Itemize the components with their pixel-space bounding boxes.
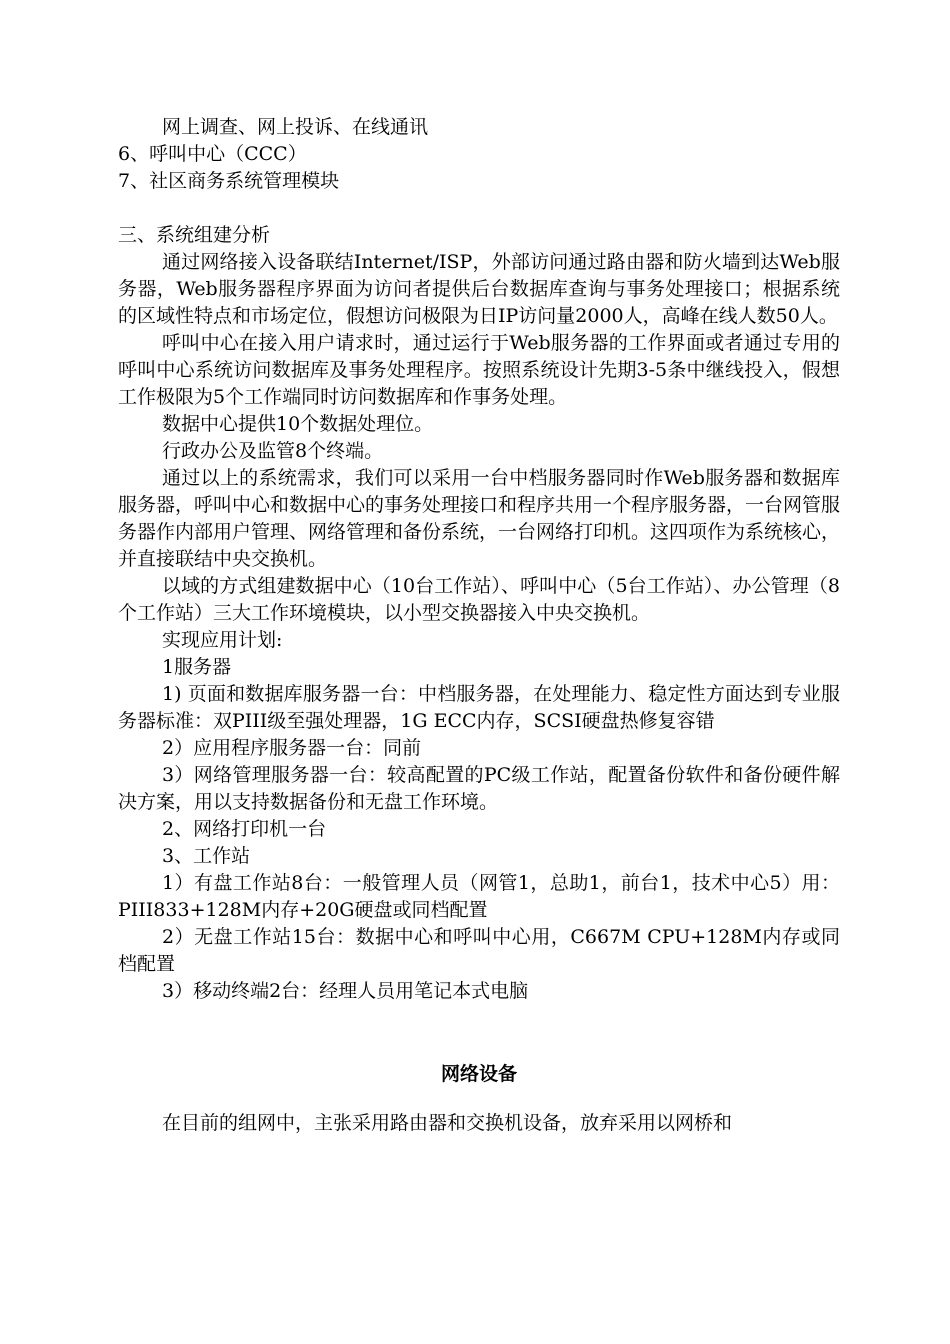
paragraph: 通过以上的系统需求，我们可以采用一台中档服务器同时作Web服务器和数据库服务器，呼叫中心和数据中心的事务处理接口和程序共用一个程序服务器，一台网管服务器作内部用户管理、网络管理和备份系统，一台网络打印机。这四项作为系统核心，并直接联结中央交换机。 [118, 467, 841, 570]
paragraph: 2）无盘工作站15台：数据中心和呼叫中心用，C667M CPU+128M内存或同档配置 [118, 926, 840, 975]
spacer [118, 1005, 840, 1061]
paragraph: 在目前的组网中，主张采用路由器和交换机设备，放弃采用以网桥和 [162, 1112, 733, 1134]
section-heading: 网络设备 [440, 1063, 517, 1085]
paragraph: 通过网络接入设备联结Internet/ISP，外部访问通过路由器和防火墙到达Web服务器，Web服务器程序界面为访问者提供后台数据库查询与事务处理接口；根据系统的区域性特点和市场定位，假想访问极限为日IP访问量2000人，高峰在线人数50人。 [118, 251, 840, 327]
paragraph: 3）网络管理服务器一台：较高配置的PC级工作站，配置备份软件和备份硬件解决方案，用以支持数据备份和无盘工作环境。 [118, 764, 840, 813]
text-line: 网上调查、网上投诉、在线通讯 [162, 116, 429, 138]
paragraph: 1）有盘工作站8台：一般管理人员（网管1，总助1，前台1，技术中心5）用：PIII833+128M内存+20G硬盘或同档配置 [118, 872, 840, 921]
paragraph: 3）移动终端2台：经理人员用笔记本式电脑 [162, 980, 529, 1002]
section-title: 三、系统组建分析 [118, 224, 271, 246]
text-line: 6、呼叫中心（CCC） [118, 143, 307, 165]
paragraph: 以域的方式组建数据中心（10台工作站）、呼叫中心（5台工作站）、办公管理（8个工作站）三大工作环境模块，以小型交换器接入中央交换机。 [118, 575, 840, 624]
paragraph: 呼叫中心在接入用户请求时，通过运行于Web服务器的工作界面或者通过专用的呼叫中心系统访问数据库及事务处理程序。按照系统设计先期3-5条中继线投入，假想工作极限为5个工作端同时访问数据库和作事务处理。 [118, 332, 840, 408]
paragraph: 3、工作站 [162, 845, 251, 867]
paragraph: 2、网络打印机一台 [162, 818, 327, 840]
paragraph: 数据中心提供10个数据处理位。 [162, 413, 434, 435]
paragraph: 2）应用程序服务器一台：同前 [162, 737, 422, 759]
paragraph: 实现应用计划: [162, 629, 283, 651]
paragraph: 行政办公及监管8个终端。 [162, 440, 384, 462]
text-line: 7、社区商务系统管理模块 [118, 170, 340, 192]
document-page [118, 114, 840, 1137]
paragraph: 1服务器 [162, 656, 232, 678]
spacer [118, 1088, 840, 1110]
paragraph: 1) 页面和数据库服务器一台：中档服务器，在处理能力、稳定性方面达到专业服务器标准：双PIII级至强处理器，1G ECC内存，SCSI硬盘热修复容错 [118, 683, 840, 732]
spacer [118, 195, 840, 222]
